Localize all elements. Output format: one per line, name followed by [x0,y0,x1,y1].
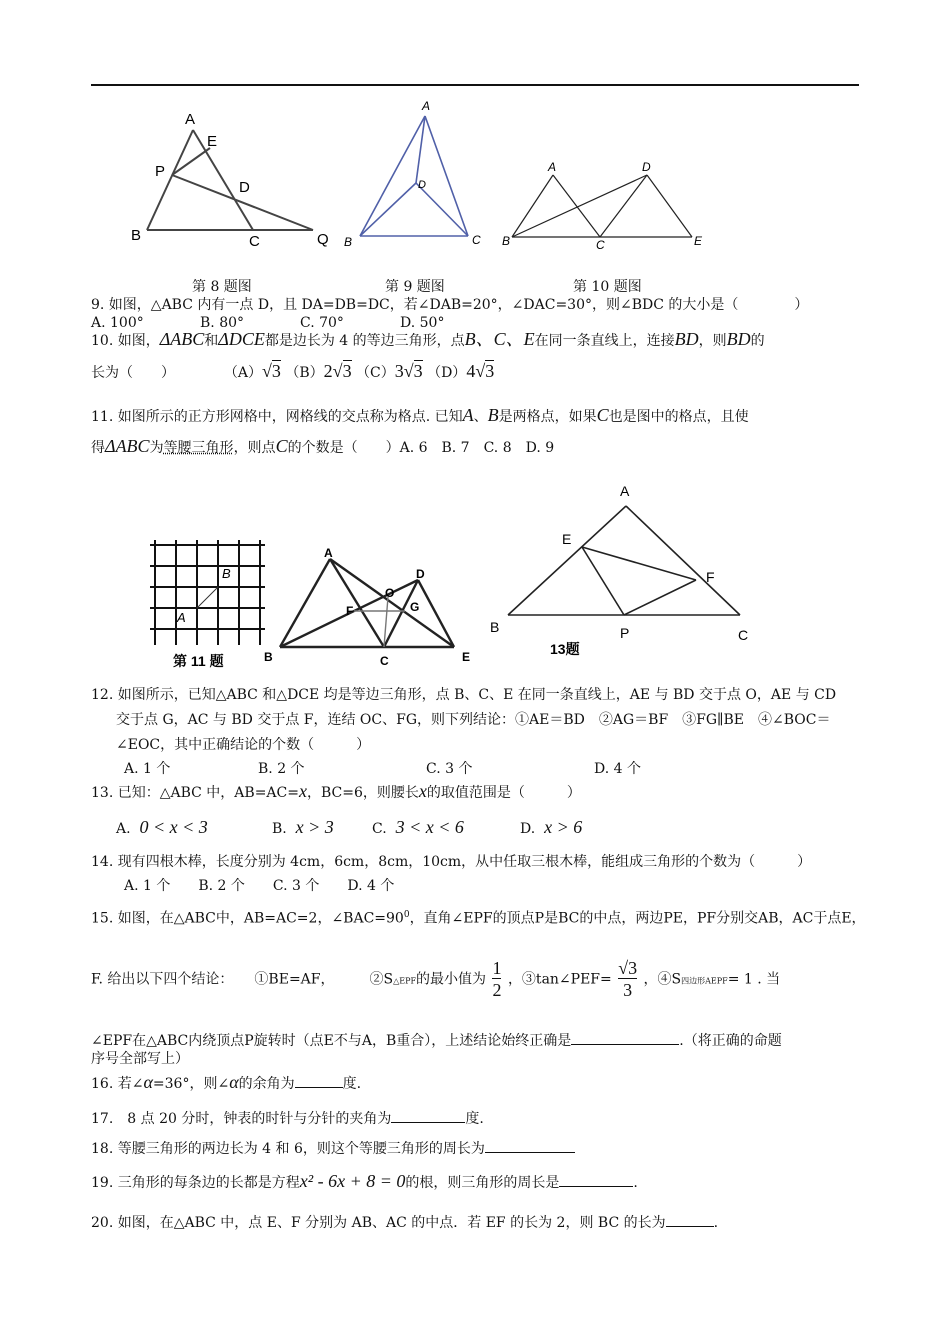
fig10-label-A: A [548,160,557,174]
fig10-label-C: C [596,238,605,250]
fig8-label-B: B [131,227,142,244]
q13-option-d: D. x > 6 [520,817,583,837]
q12-line2: 交于点 G，AC 与 BD 交于点 F，连结 OC、FG，则下列结论：①AE＝BD ②AG＝BF ③FG∥BE ④∠BOC＝ [116,712,831,728]
q10-option-b: （B）2√3 [285,361,352,381]
fig9-caption: 第 9 题图 [385,279,445,295]
fig11-label-A: A [177,610,186,625]
figure-13 [486,480,766,660]
figure-8 [125,108,345,248]
fig10-label-B: B [502,234,511,248]
fig11-label-B: B [222,566,231,581]
fig8-label-C: C [249,233,260,248]
q18-answer-blank[interactable] [485,1138,575,1153]
figure-9 [340,98,490,253]
q9-option-d: D. 50° [400,315,445,331]
q15-line2: F. 给出以下四个结论： ①BE=AF， ②S△EPF的最小值为 $\frac{1}{2}$ ，③tan∠PEF= $\frac{√3}{3}$ ，④S四边形AEPF= 1 . 当 [91,958,781,1000]
fig9-label-C: C [472,233,481,247]
fig13-label-F: F [706,569,715,585]
q16-answer-blank[interactable] [295,1073,343,1088]
q9-option-c: C. 70° [300,315,344,331]
fig8-label-A: A [185,111,196,128]
fig13-label-P: P [620,625,630,641]
q10-option-d: （D）4√3 [427,361,495,381]
q9-stem: 9. 如图，△ABC 内有一点 D，且 DA=DB=DC，若∠DAB=20°，∠DAC=30°，则∠BDC 的大小是（ ） [91,297,809,313]
q15-line4: 序号全部写上） [91,1051,189,1067]
q15-answer-blank[interactable] [571,1030,679,1045]
fig10-label-D: D [642,160,651,174]
fig13-label-A: A [620,483,630,499]
fig8-caption: 第 8 题图 [192,279,252,295]
q17-line: 17. 8 点 20 分时，钟表的时针与分针的夹角为 度. [91,1108,484,1128]
q12-option-d: D. 4 个 [594,761,641,777]
fig9-label-D: D [418,179,426,191]
q17-answer-blank[interactable] [391,1108,465,1123]
fig13-label-B: B [490,619,500,635]
fig13-label-E: E [562,531,572,547]
q20-answer-blank[interactable] [666,1212,714,1227]
q14-stem: 14. 现有四根木棒，长度分别为 4cm，6cm，8cm，10cm，从中任取三根木棒，能组成三角形的个数为（ ） [91,854,812,870]
fig12-label-C: C [380,654,389,668]
fig11-caption: 第 11 题 [173,653,224,669]
q10-option-c: （C）3√3 [356,361,423,381]
fig8-label-E: E [207,133,218,150]
fig9-label-A: A [422,99,431,113]
q12-option-c: C. 3 个 [426,761,473,777]
q13-option-c: C. 3 < x < 6 [372,817,464,837]
figure-12 [258,545,483,670]
q10-line2: 长为（ ） （A）√3 （B）2√3 （C）3√3 （D）4√3 [91,361,495,381]
q15-line1: 15. 如图，在△ABC中，AB=AC=2，$\angle BAC=90^0$，直角∠EPF的顶点P是BC的中点，两边PE，PF分别交AB，AC于点E， [91,910,866,927]
fig13-caption: 13题 [550,641,580,657]
q13-option-a: A. 0 < x < 3 [116,817,208,837]
q12-line1: 12. 如图所示，已知△ABC 和△DCE 均是等边三角形，点 B、C、E 在同一条直线上，AE 与 BD 交于点 O，AE 与 CD [91,687,837,703]
q18-line: 18. 等腰三角形的两边长为 4 和 6，则这个等腰三角形的周长为 [91,1138,575,1158]
top-rule [91,84,859,86]
q13-stem: 13. 已知：△ABC 中，AB=AC=x，BC=6，则腰长x的取值范围是（ ） [91,781,581,801]
q9-option-b: B. 80° [200,315,245,331]
q20-line: 20. 如图，在△ABC 中，点 E、F 分别为 AB、AC 的中点．若 EF 的长为 2，则 BC 的长为 . [91,1212,718,1232]
q10-line1: 10. 如图，ΔABC和ΔDCE都是边长为 4 的等边三角形，点B、C、E在同一条直线上，连接BD，则BD的 [91,329,765,349]
fig10-caption: 第 10 题图 [573,279,642,295]
figure-11 [145,530,275,675]
fig13-label-C: C [738,627,749,643]
q19-line: 19. 三角形的每条边的长都是方程x² - 6x + 8 = 0的根，则三角形的周长是 . [91,1171,638,1191]
q9-option-a: A. 100° [91,315,144,331]
fig8-label-P: P [155,163,166,180]
fig12-label-G: G [410,600,420,614]
fig12-label-D: D [416,567,425,581]
q11-line2: 得ΔABC为等腰三角形，则点C的个数是（ ）A. 6 B. 7 C. 8 D. 9 [91,436,555,456]
q15-fraction-half: $\frac{1}{2}$ [492,958,502,1000]
q12-option-b: B. 2 个 [258,761,305,777]
q14-options: A. 1 个 B. 2 个 C. 3 个 D. 4 个 [124,878,395,894]
q15-fraction-sqrt3-over-3: $\frac{√3}{3}$ [618,958,638,1000]
fig12-label-A: A [324,546,333,560]
q12-option-a: A. 1 个 [124,761,171,777]
fig12-label-B: B [264,650,273,664]
q16-line: 16. 若∠α=36°，则∠α的余角为 度. [91,1072,362,1092]
figure-10 [500,155,715,250]
fig9-label-B: B [344,235,353,249]
q11-line1: 11. 如图所示的正方形网格中，网格线的交点称为格点. 已知A、B是两格点，如果C也是图中的格点，且使 [91,405,749,425]
q10-option-a: （A）√3 [223,361,281,381]
fig12-label-E: E [462,650,471,664]
q19-answer-blank[interactable] [559,1172,633,1187]
fig8-label-Q: Q [317,231,329,248]
fig12-label-O: O [385,586,395,600]
q12-line3: ∠EOC，其中正确结论的个数（ ） [116,737,371,753]
fig8-label-D: D [239,179,250,196]
fig12-label-F: F [346,604,354,618]
q15-line3: ∠EPF在△ABC内绕顶点P旋转时（点E不与A，B重合），上述结论始终正确是 .（将正确的命题 [91,1030,782,1050]
fig10-label-E: E [694,234,703,248]
q13-option-b: B. x > 3 [272,817,334,837]
